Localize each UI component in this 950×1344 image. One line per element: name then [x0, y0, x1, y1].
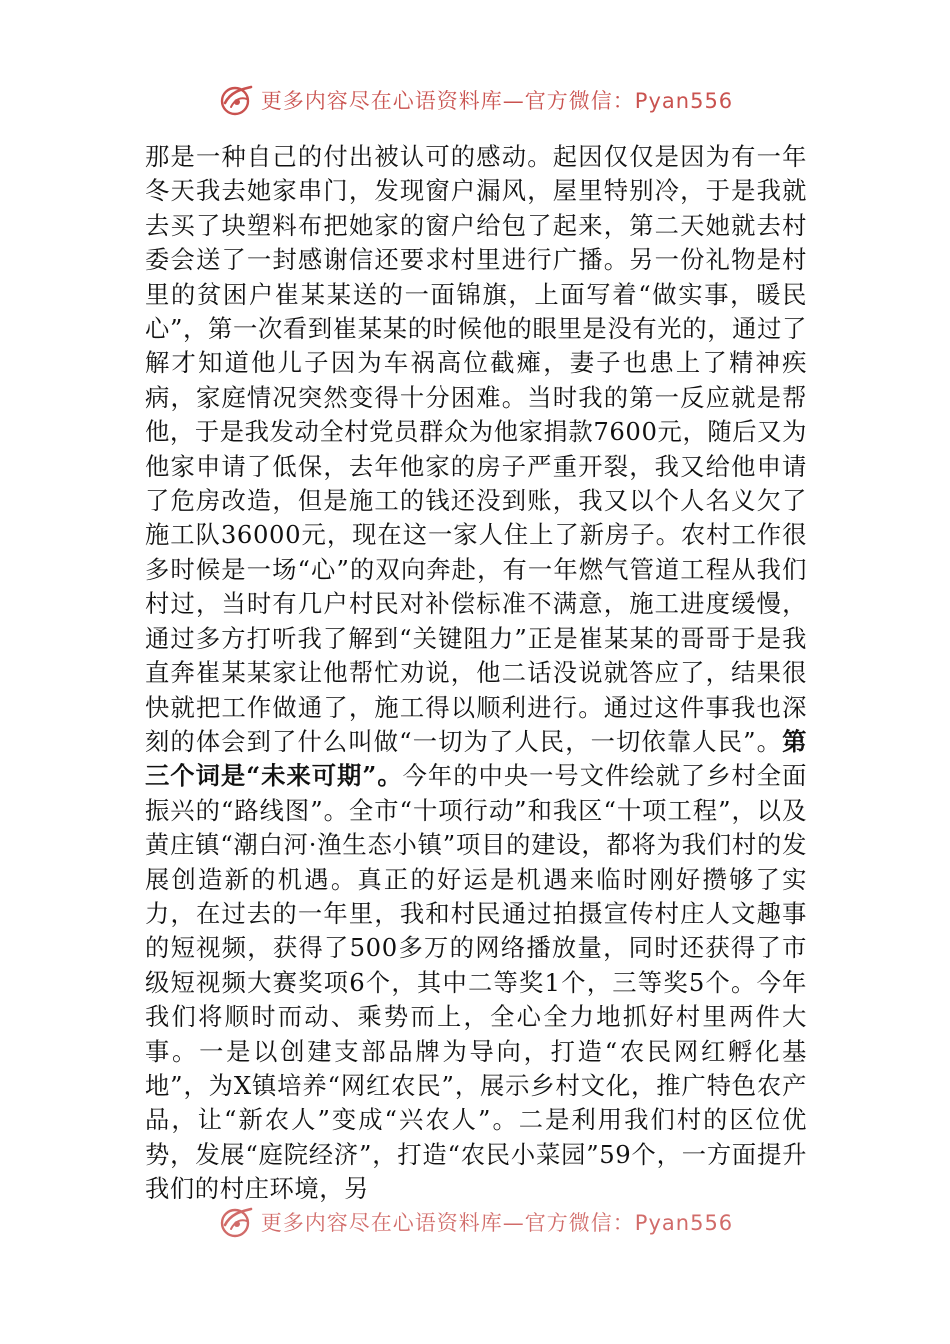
document-body	[145, 140, 807, 1207]
section-heading-third-word: 第三个词是“未来可期”。	[145, 726, 807, 791]
footer-watermark	[0, 1200, 950, 1244]
brand-logo-icon	[217, 1203, 257, 1241]
header-watermark	[0, 78, 950, 122]
watermark-text: 更多内容尽在心语资料库—官方微信：Pyan556	[260, 1211, 734, 1235]
body-text-part2: 今年的中央一号文件绘就了乡村全面振兴的“路线图”。全市“十项行动”和我区“十项工程”，以及黄庄镇“潮白河·渔生态小镇”项目的建设，都将为我们村的发展创造新的机遇。真正的好运是机遇来临时刚好攒够了实力，在过去的一年里，我和村民通过拍摄宣传村庄人文趣事的短视频，获得了500多万的网络播放量，同时还获得了市级短视频大赛奖项6个，其中二等奖1个，三等奖5个。今年我们将顺时而动、乘势而上，全心全力地抓好村里两件大事。一是以创建支部品牌为导向，打造“农民网红孵化基地”，为X镇培养“网红农民”，展示乡村文化，推广特色农产品，让“新农人”变成“兴农人”。二是利用我们村的区位优势，发展“庭院经济”，打造“农民小菜园”59个，一方面提升我们的村庄环境，另	[145, 761, 807, 1204]
brand-logo-icon	[217, 81, 257, 119]
watermark-text: 更多内容尽在心语资料库—官方微信：Pyan556	[260, 89, 734, 113]
body-text-part1: 那是一种自己的付出被认可的感动。起因仅仅是因为有一年冬天我去她家串门，发现窗户漏风，屋里特别冷，于是我就去买了块塑料布把她家的窗户给包了起来，第二天她就去村委会送了一封感谢信还要求村里进行广播。另一份礼物是村里的贫困户崔某某送的一面锦旗，上面写着“做实事，暖民心”，第一次看到崔某某的时候他的眼里是没有光的，通过了解才知道他儿子因为车祸高位截瘫，妻子也患上了精神疾病，家庭情况突然变得十分困难。当时我的第一反应就是帮他，于是我发动全村党员群众为他家捐款7600元，随后又为他家申请了低保，去年他家的房子严重开裂，我又给他申请了危房改造，但是施工的钱还没到账，我又以个人名义欠了施工队36000元，现在这一家人住上了新房子。农村工作很多时候是一场“心”的双向奔赴，有一年燃气管道工程从我们村过，当时有几户村民对补偿标准不满意，施工进度缓慢，通过多方打听我了解到“关键阻力”正是崔某某的哥哥于是我直奔崔某某家让他帮忙劝说，他二话没说就答应了，结果很快就把工作做通了，施工得以顺利进行。通过这件事我也深刻的体会到了什么叫做“一切为了人民，一切依靠人民”。	[145, 142, 807, 756]
body-paragraph	[145, 140, 807, 1207]
